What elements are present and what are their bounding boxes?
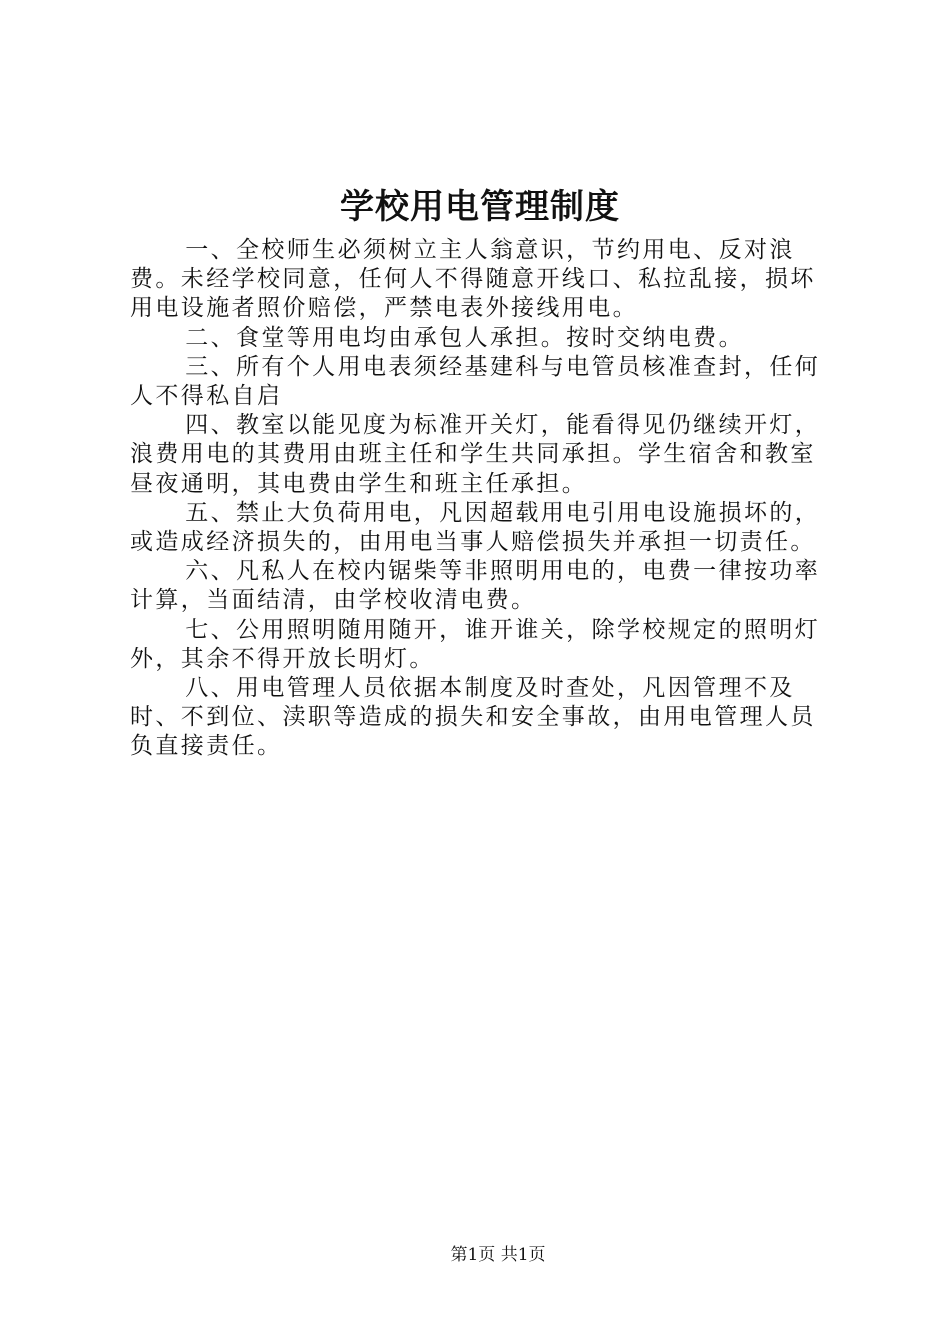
paragraph-6: 六、凡私人在校内锯柴等非照明用电的，电费一律按功率计算，当面结清，由学校收清电费。 [130,558,821,614]
paragraph-1: 一、全校师生必须树立主人翁意识，节约用电、反对浪费。未经学校同意，任何人不得随意开线口、私拉乱接，损坏用电设施者照价赔偿，严禁电表外接线用电。 [130,237,816,322]
paragraph-8: 八、用电管理人员依据本制度及时查处，凡因管理不及时、不到位、渎职等造成的损失和安全事故，由用电管理人员负直接责任。 [130,675,816,760]
paragraph-7: 七、公用照明随用随开，谁开谁关，除学校规定的照明灯外，其余不得开放长明灯。 [130,616,821,672]
page-footer: 第1页 共1页 [450,1245,546,1265]
paragraph-5: 五、禁止大负荷用电，凡因超载用电引用电设施损坏的，或造成经济损失的，由用电当事人赔偿损失并承担一切责任。 [130,499,821,556]
paragraph-2: 二、食堂等用电均由承包人承担。按时交纳电费。 [185,324,744,351]
paragraph-4: 四、教室以能见度为标准开关灯，能看得见仍继续开灯，浪费用电的其费用由班主任和学生共同承担。学生宿舍和教室昼夜通明，其电费由学生和班主任承担。 [130,412,821,497]
paragraph-3: 三、所有个人用电表须经基建科与电管员核准查封，任何人不得私自启 [130,353,821,410]
document-body [130,236,836,762]
document-title: 学校用电管理制度 [340,187,620,227]
